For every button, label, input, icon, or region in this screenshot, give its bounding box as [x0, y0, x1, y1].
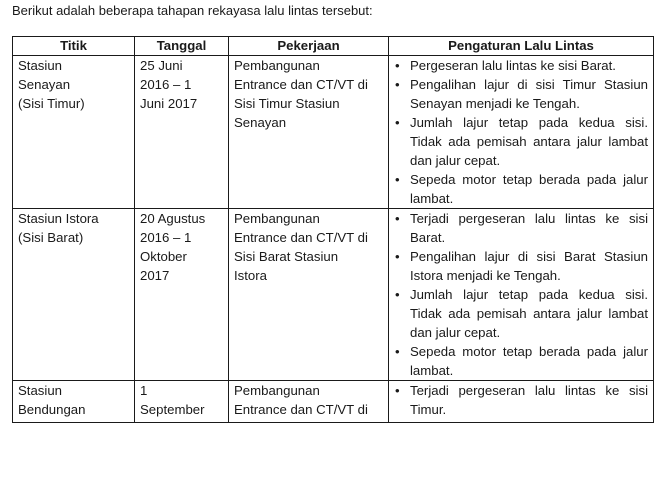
- cell-tanggal: [135, 381, 229, 423]
- cell-line: Entrance dan CT/VT di: [234, 230, 368, 245]
- bullet-icon: •: [395, 172, 400, 187]
- cell-line: 1: [140, 383, 148, 398]
- cell-line: Pembangunan: [234, 383, 320, 398]
- bullet-list: [394, 209, 648, 380]
- cell-pengaturan: [389, 56, 654, 209]
- cell-line: 25 Juni: [140, 58, 183, 73]
- cell-pengaturan: [389, 381, 654, 423]
- cell-line: (Sisi Barat): [18, 230, 84, 245]
- cell-line: Entrance dan CT/VT di: [234, 402, 368, 417]
- header-titik: Titik: [13, 37, 135, 56]
- list-item: • Terjadi pergeseran lalu lintas ke sisi Timur.: [395, 383, 648, 417]
- list-item: • Jumlah lajur tetap pada kedua sisi. Tidak ada pemisah antara jalur lambat dan jalur cepat.: [395, 287, 648, 340]
- cell-line: Entrance dan CT/VT di: [234, 77, 368, 92]
- cell-titik: [13, 209, 135, 381]
- list-item: • Sepeda motor tetap berada pada jalur lambat.: [395, 344, 648, 378]
- cell-line: Juni 2017: [140, 96, 198, 111]
- list-item: • Pergeseran lalu lintas ke sisi Barat.: [395, 58, 616, 73]
- bullet-list: [394, 381, 648, 419]
- bullet-icon: •: [395, 287, 400, 302]
- bullet-icon: •: [395, 58, 400, 73]
- header-pekerjaan: Pekerjaan: [229, 37, 389, 56]
- cell-pekerjaan: [229, 381, 389, 423]
- bullet-icon: •: [395, 77, 400, 92]
- cell-line: Istora: [234, 268, 267, 283]
- table-header-row: [13, 37, 654, 56]
- cell-titik: [13, 381, 135, 423]
- list-item: • Pengalihan lajur di sisi Timur Stasiun Senayan menjadi ke Tengah.: [395, 77, 648, 111]
- table-row: [13, 209, 654, 381]
- cell-line: Stasiun: [18, 58, 62, 73]
- cell-line: 2017: [140, 268, 170, 283]
- list-item: • Terjadi pergeseran lalu lintas ke sisi Barat.: [395, 211, 648, 245]
- bullet-icon: •: [395, 344, 400, 359]
- cell-line: Stasiun Istora: [18, 211, 99, 226]
- intro-text: Berikut adalah beberapa tahapan rekayasa lalu lintas tersebut:: [12, 3, 373, 18]
- cell-line: Bendungan: [18, 402, 86, 417]
- list-item: • Jumlah lajur tetap pada kedua sisi. Tidak ada pemisah antara jalur lambat dan jalur cepat.: [395, 115, 648, 168]
- traffic-engineering-table: [12, 36, 654, 423]
- cell-tanggal: [135, 209, 229, 381]
- cell-pekerjaan: [229, 209, 389, 381]
- cell-line: Stasiun: [18, 383, 62, 398]
- cell-line: Senayan: [18, 77, 71, 92]
- cell-titik: [13, 56, 135, 209]
- cell-line: Pembangunan: [234, 58, 320, 73]
- list-item: • Sepeda motor tetap berada pada jalur lambat.: [395, 172, 648, 206]
- bullet-icon: •: [395, 249, 400, 264]
- cell-line: (Sisi Timur): [18, 96, 85, 111]
- cell-line: 2016 – 1: [140, 230, 192, 245]
- bullet-list: [394, 56, 648, 208]
- bullet-icon: •: [395, 383, 400, 398]
- cell-line: Sisi Barat Stasiun: [234, 249, 339, 264]
- bullet-icon: •: [395, 211, 400, 226]
- header-tanggal: Tanggal: [135, 37, 229, 56]
- cell-line: Pembangunan: [234, 211, 320, 226]
- cell-line: 20 Agustus: [140, 211, 206, 226]
- cell-pengaturan: [389, 209, 654, 381]
- cell-line: Sisi Timur Stasiun: [234, 96, 340, 111]
- table-row: [13, 56, 654, 209]
- bullet-icon: •: [395, 115, 400, 130]
- table-row: [13, 381, 654, 423]
- cell-line: Senayan: [234, 115, 287, 130]
- header-pengaturan: Pengaturan Lalu Lintas: [389, 37, 654, 56]
- list-item: • Pengalihan lajur di sisi Barat Stasiun Istora menjadi ke Tengah.: [395, 249, 648, 283]
- cell-line: September: [140, 402, 205, 417]
- cell-pekerjaan: [229, 56, 389, 209]
- cell-line: 2016 – 1: [140, 77, 192, 92]
- cell-tanggal: [135, 56, 229, 209]
- cell-line: Oktober: [140, 249, 187, 264]
